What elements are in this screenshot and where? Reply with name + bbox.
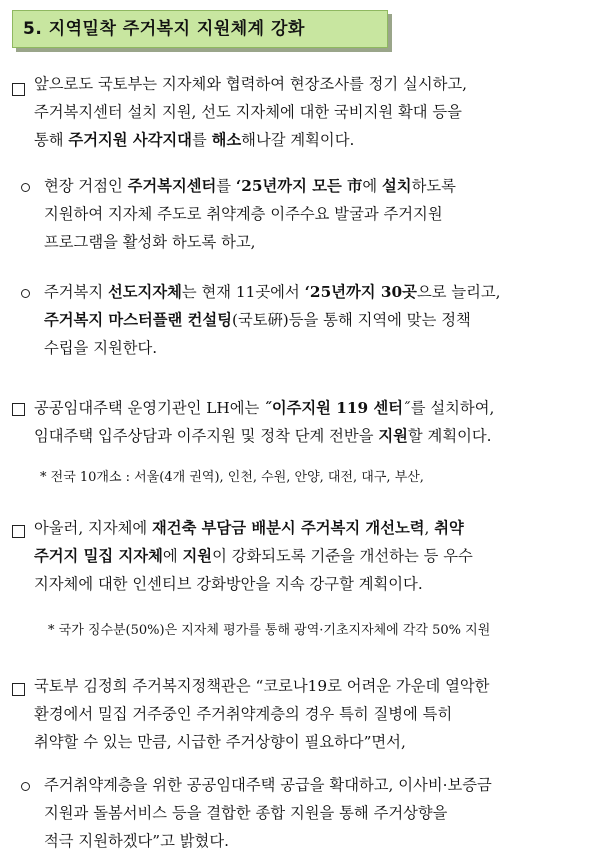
bullet-2	[44, 278, 584, 362]
bullet-3	[44, 771, 584, 855]
text-line: 환경에서 밀집 거주중인 주거취약계층의 경우 특히 질병에 특히	[34, 705, 453, 723]
text-line: 지원하여 지자체 주도로 취약계층 이주수요 발굴과 주거지원	[44, 205, 443, 223]
bullet-1	[44, 172, 584, 256]
text-line: 수립을 지원한다.	[44, 339, 158, 357]
text-line: 현장 거점인 주거복지센터를 ‘25년까지 모든 市에 설치하도록	[44, 177, 456, 195]
paragraph-2	[34, 394, 584, 450]
paragraph-1	[34, 70, 582, 154]
section-header	[12, 10, 388, 48]
text-line: 공공임대주택 운영기관인 LH에는 ˝이주지원 119 센터˝를 설치하여,	[34, 399, 495, 417]
circle-bullet	[21, 782, 30, 791]
paragraph-4	[34, 672, 584, 756]
checkbox-bullet	[12, 403, 25, 416]
text-line: 통해 주거지원 사각지대를 해소해나갈 계획이다.	[34, 131, 355, 149]
text-line: 주거복지 마스터플랜 컨설팅(국토硏)등을 통해 지역에 맞는 정책	[44, 311, 471, 329]
section-title: 5. 지역밀착 주거복지 지원체계 강화	[23, 19, 305, 39]
text-line: 지원과 돌봄서비스 등을 결합한 종합 지원을 통해 주거상향을	[44, 804, 448, 822]
text-line: 취약할 수 있는 만큼, 시급한 주거상향이 필요하다”면서,	[34, 733, 406, 751]
text-line: 국토부 김정희 주거복지정책관은 “코로나19로 어려운 가운데 열악한	[34, 677, 490, 695]
text-line: 적극 지원하겠다”고 밝혔다.	[44, 832, 229, 850]
checkbox-bullet	[12, 525, 25, 538]
text-line: 주거복지 선도지자체는 현재 11곳에서 ‘25년까지 30곳으로 늘리고,	[44, 283, 501, 301]
circle-bullet	[21, 183, 30, 192]
paragraph-3	[34, 514, 584, 598]
text-line: 앞으로도 국토부는 지자체와 협력하여 현장조사를 정기 실시하고,	[34, 75, 468, 93]
checkbox-bullet	[12, 83, 25, 96]
footnote-1: * 전국 10개소 : 서울(4개 권역), 인천, 수원, 안양, 대전, 대구, 부산,	[40, 470, 424, 485]
checkbox-bullet	[12, 683, 25, 696]
text-line: 프로그램을 활성화 하도록 하고,	[44, 233, 256, 251]
text-line: 지자체에 대한 인센티브 강화방안을 지속 강구할 계획이다.	[34, 575, 423, 593]
text-line: 주거취약계층을 위한 공공임대주택 공급을 확대하고, 이사비·보증금	[44, 776, 492, 794]
footnote-2: * 국가 징수분(50%)은 지자체 평가를 통해 광역·기초지자체에 각각 50% 지원	[48, 623, 491, 638]
circle-bullet	[21, 289, 30, 298]
text-line: 임대주택 입주상담과 이주지원 및 정착 단계 전반을 지원할 계획이다.	[34, 427, 492, 445]
text-line: 아울러, 지자체에 재건축 부담금 배분시 주거복지 개선노력, 취약	[34, 519, 464, 537]
text-line: 주거복지센터 설치 지원, 선도 지자체에 대한 국비지원 확대 등을	[34, 103, 462, 121]
text-line: 주거지 밀집 지자체에 지원이 강화되도록 기준을 개선하는 등 우수	[34, 547, 473, 565]
